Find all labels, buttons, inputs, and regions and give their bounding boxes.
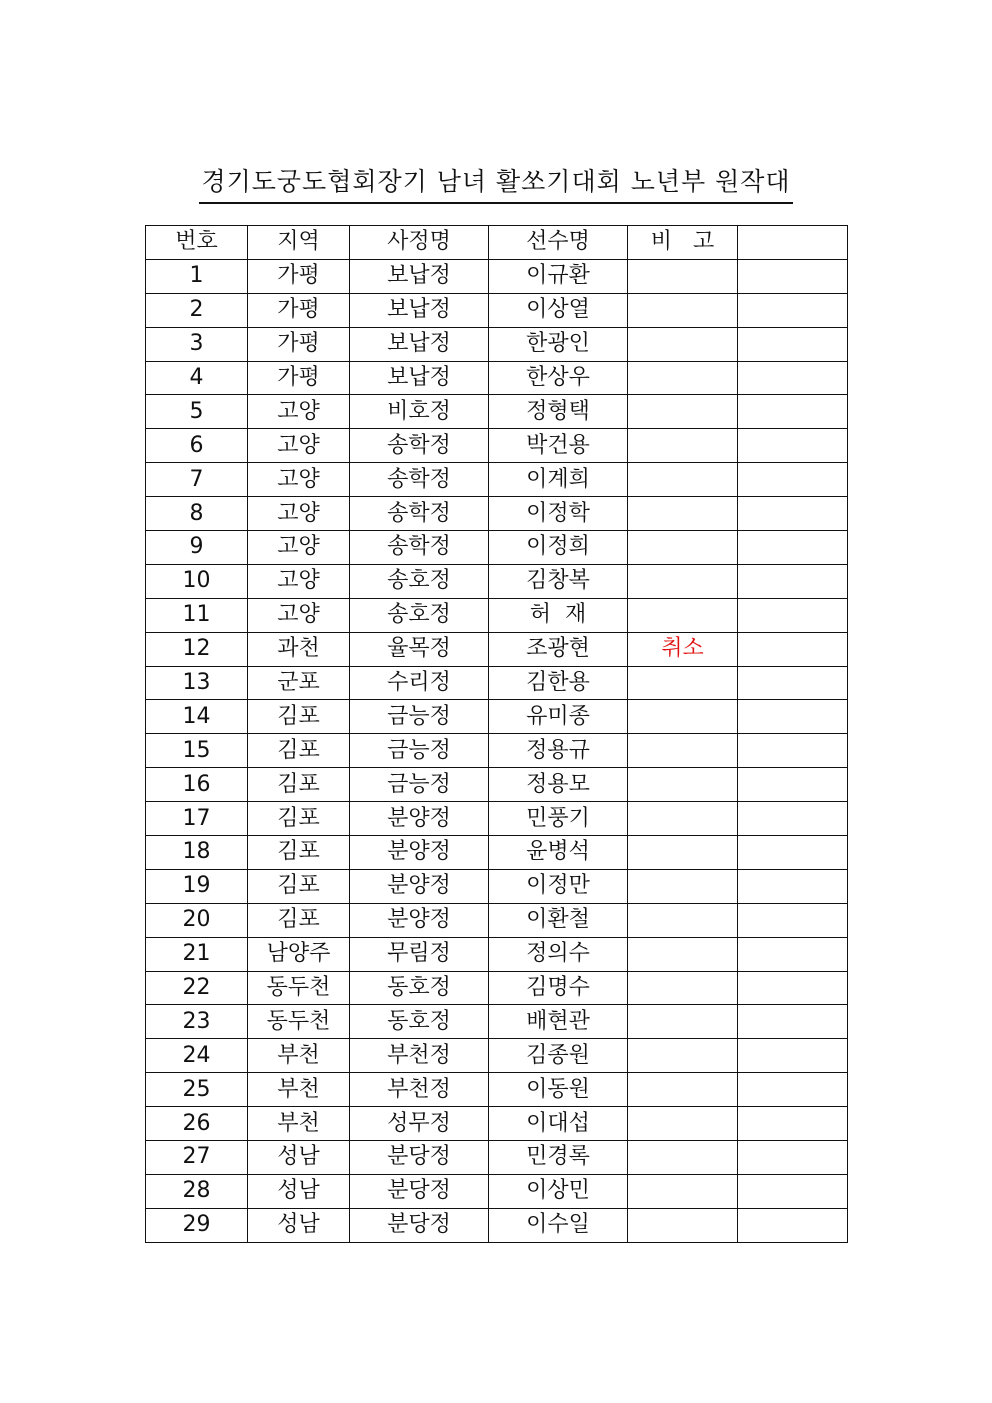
table-row (146, 734, 848, 768)
row-player: 김한용 (489, 666, 628, 700)
row-number: 25 (146, 1073, 248, 1107)
header-region: 지역 (248, 226, 350, 260)
row-extra (738, 395, 848, 429)
row-number: 14 (146, 700, 248, 734)
row-extra (738, 259, 848, 293)
row-club: 부천정 (350, 1039, 489, 1073)
row-extra (738, 1208, 848, 1242)
row-note (628, 1141, 738, 1175)
row-region: 고양 (248, 531, 350, 565)
row-player: 정용모 (489, 768, 628, 802)
row-number: 12 (146, 632, 248, 666)
row-region: 고양 (248, 429, 350, 463)
row-club: 부천정 (350, 1073, 489, 1107)
table-row (146, 1073, 848, 1107)
row-number: 21 (146, 937, 248, 971)
table-row (146, 802, 848, 836)
row-region: 동두천 (248, 971, 350, 1005)
row-player: 정용규 (489, 734, 628, 768)
document-title-text: 경기도궁도협회장기 남녀 활쏘기대회 노년부 원작대 (199, 162, 792, 204)
row-region: 고양 (248, 598, 350, 632)
row-region: 김포 (248, 802, 350, 836)
row-region: 동두천 (248, 1005, 350, 1039)
table-row (146, 768, 848, 802)
row-player: 윤병석 (489, 836, 628, 870)
row-number: 10 (146, 564, 248, 598)
document-title (0, 162, 992, 204)
row-note (628, 700, 738, 734)
row-extra (738, 971, 848, 1005)
row-player: 이상민 (489, 1174, 628, 1208)
table-row (146, 1005, 848, 1039)
row-club: 성무정 (350, 1107, 489, 1141)
row-extra (738, 429, 848, 463)
row-club: 분양정 (350, 802, 489, 836)
table-row (146, 327, 848, 361)
row-club: 금능정 (350, 700, 489, 734)
row-region: 성남 (248, 1174, 350, 1208)
row-note (628, 937, 738, 971)
row-extra (738, 293, 848, 327)
table-body (146, 259, 848, 1242)
row-player: 이정만 (489, 869, 628, 903)
row-club: 송학정 (350, 429, 489, 463)
row-player: 유미종 (489, 700, 628, 734)
row-extra (738, 802, 848, 836)
row-note (628, 836, 738, 870)
row-player: 이수일 (489, 1208, 628, 1242)
row-region: 남양주 (248, 937, 350, 971)
header-blank (738, 226, 848, 260)
row-player: 이환철 (489, 903, 628, 937)
row-player: 이상열 (489, 293, 628, 327)
row-number: 5 (146, 395, 248, 429)
row-extra (738, 1005, 848, 1039)
row-number: 6 (146, 429, 248, 463)
row-note (628, 869, 738, 903)
row-region: 군포 (248, 666, 350, 700)
row-region: 부천 (248, 1039, 350, 1073)
table-row (146, 700, 848, 734)
row-club: 동호정 (350, 1005, 489, 1039)
row-region: 김포 (248, 836, 350, 870)
table-row (146, 666, 848, 700)
row-club: 송학정 (350, 463, 489, 497)
row-club: 송학정 (350, 497, 489, 531)
row-player: 김창복 (489, 564, 628, 598)
row-player: 민경록 (489, 1141, 628, 1175)
row-region: 가평 (248, 259, 350, 293)
row-number: 8 (146, 497, 248, 531)
row-number: 20 (146, 903, 248, 937)
row-club: 금능정 (350, 768, 489, 802)
row-player: 민풍기 (489, 802, 628, 836)
row-player: 이동원 (489, 1073, 628, 1107)
row-club: 비호정 (350, 395, 489, 429)
row-region: 고양 (248, 463, 350, 497)
row-number: 23 (146, 1005, 248, 1039)
row-club: 분양정 (350, 869, 489, 903)
row-note (628, 734, 738, 768)
row-region: 과천 (248, 632, 350, 666)
row-number: 2 (146, 293, 248, 327)
row-club: 동호정 (350, 971, 489, 1005)
row-region: 성남 (248, 1141, 350, 1175)
table-row (146, 598, 848, 632)
table-row (146, 259, 848, 293)
row-extra (738, 497, 848, 531)
row-region: 김포 (248, 903, 350, 937)
row-player: 박건용 (489, 429, 628, 463)
row-player: 김명수 (489, 971, 628, 1005)
table-row (146, 531, 848, 565)
row-club: 무림정 (350, 937, 489, 971)
row-number: 3 (146, 327, 248, 361)
row-number: 24 (146, 1039, 248, 1073)
row-number: 1 (146, 259, 248, 293)
row-number: 17 (146, 802, 248, 836)
row-club: 보납정 (350, 259, 489, 293)
row-player: 이대섭 (489, 1107, 628, 1141)
row-extra (738, 869, 848, 903)
row-player: 정형택 (489, 395, 628, 429)
row-extra (738, 734, 848, 768)
row-note (628, 293, 738, 327)
row-extra (738, 632, 848, 666)
row-extra (738, 666, 848, 700)
row-region: 부천 (248, 1107, 350, 1141)
row-note (628, 259, 738, 293)
row-note (628, 1073, 738, 1107)
table-row (146, 429, 848, 463)
row-club: 보납정 (350, 327, 489, 361)
row-club: 분양정 (350, 903, 489, 937)
row-player: 배현관 (489, 1005, 628, 1039)
row-number: 19 (146, 869, 248, 903)
row-extra (738, 361, 848, 395)
row-player: 이규환 (489, 259, 628, 293)
row-number: 11 (146, 598, 248, 632)
row-player: 이계희 (489, 463, 628, 497)
row-extra (738, 1141, 848, 1175)
row-region: 고양 (248, 564, 350, 598)
table-row (146, 497, 848, 531)
row-extra (738, 1073, 848, 1107)
row-extra (738, 327, 848, 361)
table-row (146, 361, 848, 395)
row-player: 한상우 (489, 361, 628, 395)
row-extra (738, 531, 848, 565)
table-row (146, 937, 848, 971)
table-row (146, 1039, 848, 1073)
row-club: 보납정 (350, 293, 489, 327)
row-region: 고양 (248, 497, 350, 531)
row-club: 분양정 (350, 836, 489, 870)
table-row (146, 632, 848, 666)
row-region: 성남 (248, 1208, 350, 1242)
row-note (628, 564, 738, 598)
header-row (146, 226, 848, 260)
row-player: 조광현 (489, 632, 628, 666)
row-region: 가평 (248, 327, 350, 361)
row-region: 김포 (248, 768, 350, 802)
row-club: 송호정 (350, 564, 489, 598)
row-number: 18 (146, 836, 248, 870)
row-note (628, 598, 738, 632)
row-number: 4 (146, 361, 248, 395)
row-number: 29 (146, 1208, 248, 1242)
row-extra (738, 1039, 848, 1073)
header-note: 비 고 (628, 226, 738, 260)
table-row (146, 564, 848, 598)
row-number: 13 (146, 666, 248, 700)
row-number: 9 (146, 531, 248, 565)
table-row (146, 1208, 848, 1242)
table-row (146, 836, 848, 870)
row-player: 이정학 (489, 497, 628, 531)
table-row (146, 293, 848, 327)
row-region: 김포 (248, 734, 350, 768)
row-number: 7 (146, 463, 248, 497)
header-club: 사정명 (350, 226, 489, 260)
row-player: 허 재 (489, 598, 628, 632)
row-note (628, 768, 738, 802)
row-extra (738, 700, 848, 734)
row-note (628, 666, 738, 700)
row-note (628, 429, 738, 463)
row-region: 고양 (248, 395, 350, 429)
table-row (146, 1174, 848, 1208)
row-player: 김종원 (489, 1039, 628, 1073)
row-note (628, 531, 738, 565)
row-note (628, 1005, 738, 1039)
row-note (628, 463, 738, 497)
table-row (146, 903, 848, 937)
row-number: 15 (146, 734, 248, 768)
row-note (628, 971, 738, 1005)
header-number: 번호 (146, 226, 248, 260)
row-region: 가평 (248, 293, 350, 327)
row-extra (738, 598, 848, 632)
row-region: 가평 (248, 361, 350, 395)
row-note (628, 903, 738, 937)
row-extra (738, 836, 848, 870)
row-extra (738, 903, 848, 937)
row-note: 취소 (628, 632, 738, 666)
row-extra (738, 1107, 848, 1141)
row-number: 16 (146, 768, 248, 802)
table-row (146, 971, 848, 1005)
row-note (628, 1208, 738, 1242)
table-header (146, 226, 848, 260)
row-note (628, 1039, 738, 1073)
row-number: 22 (146, 971, 248, 1005)
row-note (628, 395, 738, 429)
row-region: 김포 (248, 869, 350, 903)
row-note (628, 327, 738, 361)
row-club: 수리정 (350, 666, 489, 700)
table-row (146, 395, 848, 429)
row-player: 한광인 (489, 327, 628, 361)
table-row (146, 1107, 848, 1141)
row-club: 보납정 (350, 361, 489, 395)
header-player: 선수명 (489, 226, 628, 260)
row-note (628, 497, 738, 531)
row-note (628, 1107, 738, 1141)
row-note (628, 361, 738, 395)
row-extra (738, 937, 848, 971)
table-row (146, 1141, 848, 1175)
row-extra (738, 463, 848, 497)
row-club: 송호정 (350, 598, 489, 632)
row-region: 부천 (248, 1073, 350, 1107)
row-player: 이정희 (489, 531, 628, 565)
table-row (146, 869, 848, 903)
row-extra (738, 1174, 848, 1208)
row-club: 분당정 (350, 1174, 489, 1208)
table-row (146, 463, 848, 497)
row-player: 정의수 (489, 937, 628, 971)
row-club: 율목정 (350, 632, 489, 666)
row-note (628, 802, 738, 836)
row-number: 26 (146, 1107, 248, 1141)
row-extra (738, 768, 848, 802)
row-club: 송학정 (350, 531, 489, 565)
row-club: 분당정 (350, 1141, 489, 1175)
row-number: 28 (146, 1174, 248, 1208)
row-region: 김포 (248, 700, 350, 734)
row-number: 27 (146, 1141, 248, 1175)
row-note (628, 1174, 738, 1208)
row-extra (738, 564, 848, 598)
row-club: 분당정 (350, 1208, 489, 1242)
roster-table (145, 225, 848, 1243)
row-club: 금능정 (350, 734, 489, 768)
